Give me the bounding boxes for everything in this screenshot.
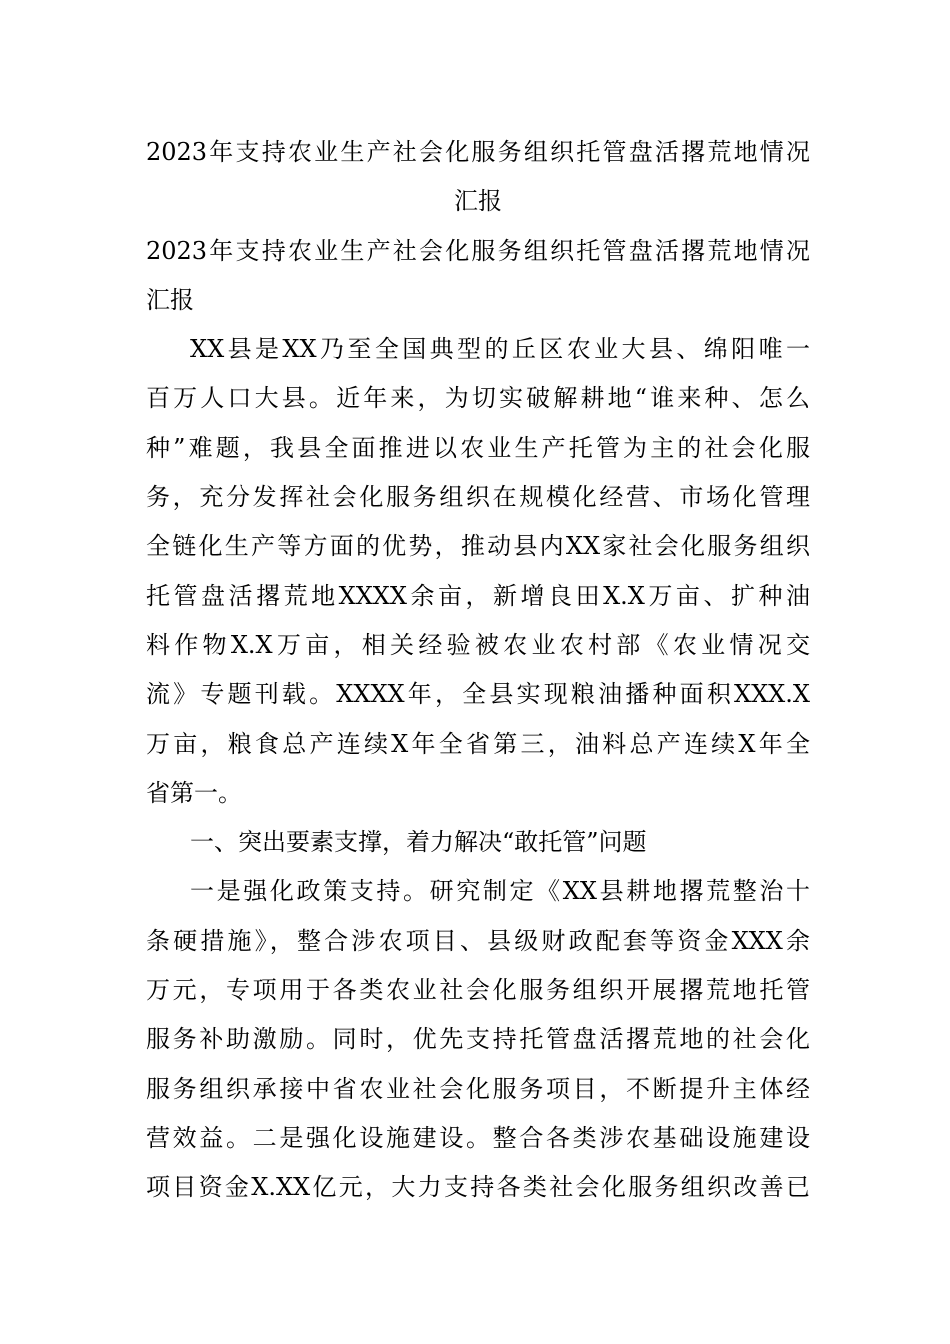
paragraph-1-line: 全链化生产等方面的优势，推动县内XX家社会化服务组织	[146, 532, 810, 561]
paragraph-1-line: 种”难题，我县全面推进以农业生产托管为主的社会化服	[146, 433, 810, 462]
paragraph-2-line: 一是强化政策支持。研究制定《XX县耕地撂荒整治十	[190, 877, 810, 906]
paragraph-1-line: 省第一。	[146, 778, 242, 807]
paragraph-1-line: 务，充分发挥社会化服务组织在规模化经营、市场化管理	[146, 483, 810, 512]
paragraph-1-line: 托管盘活撂荒地XXXX余亩，新增良田X.X万亩、扩种油	[146, 581, 810, 610]
title-line-2: 汇报	[454, 187, 502, 216]
subtitle-line-1: 2023年支持农业生产社会化服务组织托管盘活撂荒地情况	[146, 236, 810, 265]
document-body	[146, 128, 810, 1213]
paragraph-1-line: 流》专题刊载。XXXX年，全县实现粮油播种面积XXX.X	[146, 680, 810, 709]
paragraph-1-line: 万亩，粮食总产连续X年全省第三，油料总产连续X年全	[146, 729, 810, 758]
paragraph-2-line: 项目资金X.XX亿元，大力支持各类社会化服务组织改善已	[146, 1173, 810, 1202]
paragraph-2-line: 条硬措施》，整合涉农项目、县级财政配套等资金XXX余	[146, 926, 810, 955]
paragraph-1-line: 百万人口大县。近年来，为切实破解耕地“谁来种、怎么	[146, 384, 810, 413]
paragraph-2-line: 营效益。二是强化设施建设。整合各类涉农基础设施建设	[146, 1123, 810, 1152]
paragraph-2-line: 服务补助激励。同时，优先支持托管盘活撂荒地的社会化	[146, 1025, 810, 1054]
title-line-1: 2023年支持农业生产社会化服务组织托管盘活撂荒地情况	[146, 138, 810, 166]
paragraph-1-line: 料作物X.X万亩，相关经验被农业农村部《农业情况交	[146, 630, 810, 659]
paragraph-2-line: 万元，专项用于各类农业社会化服务组织开展撂荒地托管	[146, 976, 810, 1005]
subtitle-line-2: 汇报	[146, 285, 194, 314]
section-heading-1: 一、突出要素支撑，着力解决“敢托管”问题	[190, 828, 647, 857]
paragraph-1-line: XX县是XX乃至全国典型的丘区农业大县、绵阳唯一	[190, 335, 810, 364]
paragraph-2-line: 服务组织承接中省农业社会化服务项目，不断提升主体经	[146, 1074, 810, 1103]
